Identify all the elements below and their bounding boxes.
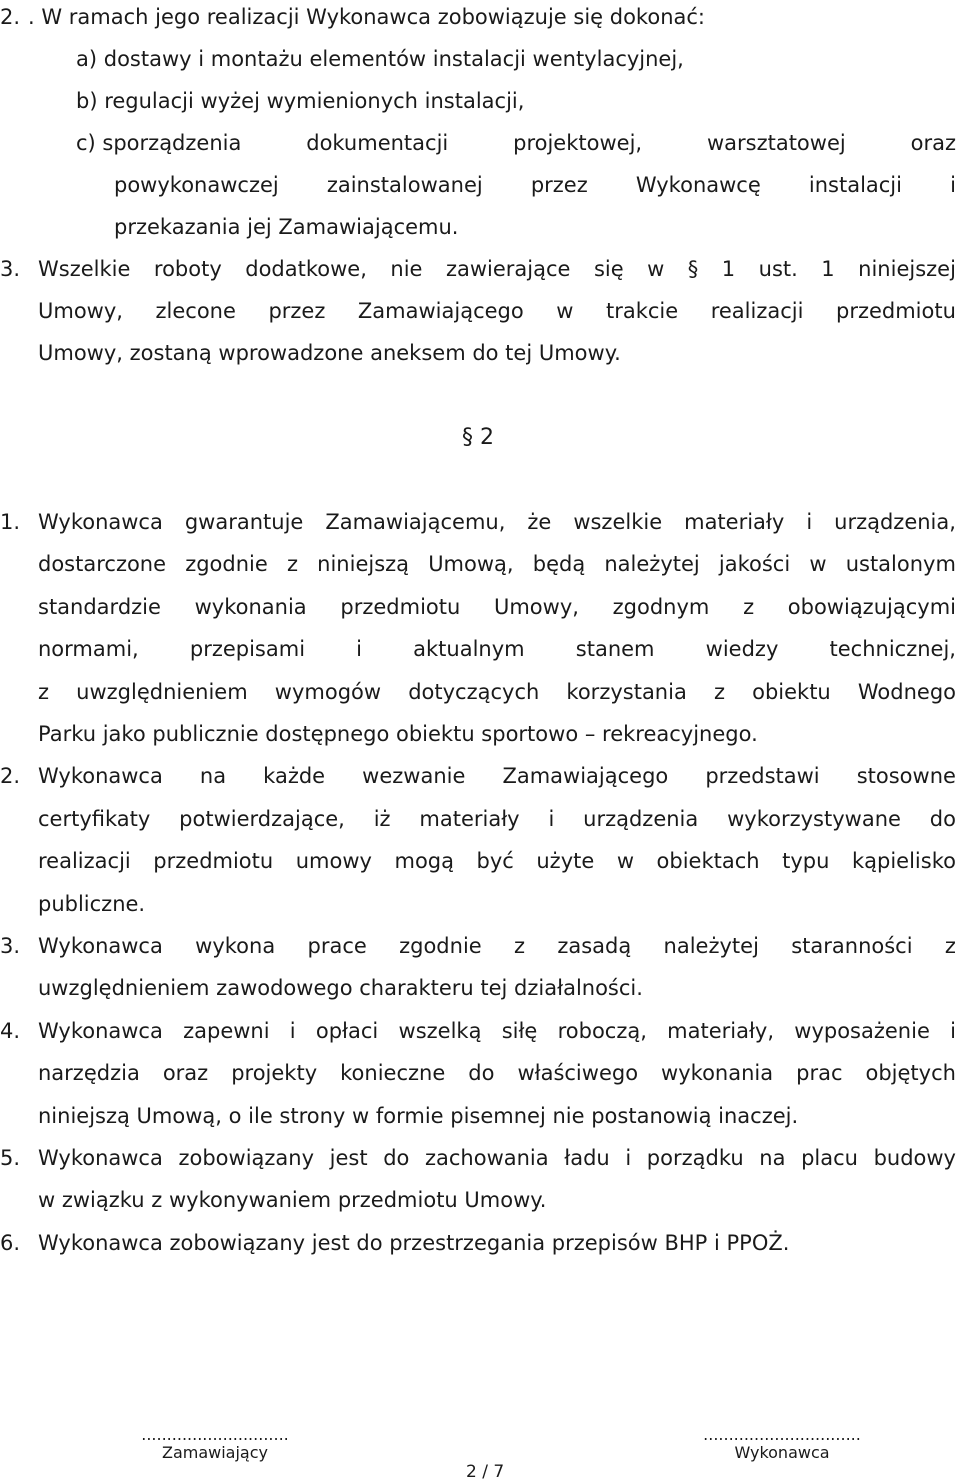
word: przedmiotu: [340, 594, 461, 619]
subitem-c-line2: [114, 172, 956, 198]
word: należytej: [663, 934, 759, 958]
word: materiały: [419, 806, 520, 831]
paragraph-last-line: Wykonawca zobowiązany jest do przestrzegania przepisów BHP i PPOŻ.: [38, 1230, 790, 1255]
word: Umowy,: [493, 594, 579, 619]
word: obiektu: [752, 679, 831, 704]
word: zapewni: [183, 1018, 270, 1043]
paragraph-line: [38, 933, 956, 959]
word: obowiązującymi: [787, 594, 956, 619]
word: w: [616, 849, 635, 874]
word: do: [929, 806, 956, 831]
paragraph-line: [38, 1145, 956, 1171]
word: się: [593, 257, 624, 281]
word: Wykonawca: [38, 510, 163, 534]
word: urządzenia,: [834, 510, 956, 534]
word: zawierające: [445, 257, 571, 281]
word: w: [556, 299, 574, 323]
word: z: [713, 679, 725, 704]
word: certyfikaty: [38, 806, 151, 831]
word: i: [548, 806, 555, 831]
item-number: 3.: [0, 257, 21, 281]
word: zlecone: [155, 299, 236, 323]
word: Zamawiającego: [502, 764, 669, 789]
word: wiedzy: [705, 637, 779, 662]
word: każde: [263, 764, 326, 789]
paragraph-last-line: w związku z wykonywaniem przedmiotu Umowy.: [38, 1188, 547, 1213]
paragraph-last-line: publiczne.: [38, 891, 146, 916]
word: będą: [532, 552, 586, 577]
word: zainstalowanej: [326, 173, 483, 197]
word: przedmiotu: [153, 849, 274, 874]
word: Wykonawca: [38, 1146, 163, 1170]
word: oraz: [910, 131, 956, 155]
item-number: 2.: [0, 5, 21, 29]
word: przez: [268, 299, 326, 323]
word: do: [383, 1146, 410, 1170]
word: przedmiotu: [835, 299, 956, 323]
item3-line1: [38, 256, 956, 282]
word: zobowiązany: [178, 1146, 315, 1170]
word: konieczne: [340, 1061, 446, 1086]
word: standardzie: [38, 594, 161, 619]
word: materiały,: [667, 1018, 775, 1043]
paragraph-number: 3.: [0, 934, 21, 958]
word: zgodnie: [399, 934, 482, 958]
word: 1: [821, 257, 835, 281]
word: ustalonym: [845, 552, 956, 577]
subitem-c-line3: przekazania jej Zamawiającemu.: [114, 215, 459, 239]
word: realizacji: [38, 849, 131, 874]
word: i: [950, 1018, 956, 1043]
word: przepisami: [189, 637, 306, 662]
word: budowy: [873, 1146, 956, 1170]
word: w: [809, 552, 827, 577]
word: normami,: [38, 637, 139, 662]
paragraph-line: [38, 509, 956, 535]
word: aktualnym: [413, 637, 525, 662]
word: stanem: [575, 637, 655, 662]
paragraph-number: 2.: [0, 764, 21, 789]
word: na: [759, 1146, 786, 1170]
word: prac: [796, 1061, 843, 1086]
word: obiektach: [656, 849, 760, 874]
word: zasadą: [557, 934, 632, 958]
signature-dots: .............................: [141, 1425, 289, 1444]
item3-line3: Umowy, zostaną wprowadzone aneksem do tej Umowy.: [38, 341, 621, 365]
word: Wykonawca: [38, 764, 163, 789]
paragraph-line: [38, 594, 956, 620]
word: mogą: [394, 849, 454, 874]
signature-wykonawca: [652, 1426, 912, 1462]
paragraph-last-line: Parku jako publicznie dostępnego obiektu sportowo – rekreacyjnego.: [38, 722, 758, 746]
word: niniejszej: [858, 257, 956, 281]
page-number: 2 / 7: [466, 1462, 505, 1482]
word: dokumentacji: [306, 131, 449, 155]
section-heading: § 2: [462, 425, 494, 450]
paragraph-number: 4.: [0, 1018, 21, 1043]
word: 1: [721, 257, 736, 281]
signature-label: Zamawiający: [161, 1443, 268, 1462]
word: zgodnie: [185, 552, 268, 577]
paragraph-line: [38, 1060, 956, 1086]
word: iż: [373, 806, 391, 831]
signature-dots: ...............................: [703, 1425, 861, 1444]
word: powykonawczej: [114, 173, 279, 197]
paragraph-line: [38, 806, 956, 832]
word: z: [286, 552, 298, 577]
word: użyte: [536, 849, 595, 874]
word: właściwego: [517, 1061, 639, 1086]
word: potwierdzające,: [179, 806, 345, 831]
word: Wykonawca: [38, 934, 163, 958]
word: gwarantuje: [184, 510, 304, 534]
word: c) sporządzenia: [76, 131, 242, 155]
word: materiały: [684, 510, 785, 534]
paragraph-line: [38, 1018, 956, 1044]
paragraph-last-line: niniejszą Umową, o ile strony w formie pisemnej nie postanowią inaczej.: [38, 1103, 799, 1128]
word: i: [356, 637, 363, 662]
word: zachowania: [424, 1146, 549, 1170]
signature-zamawiajacy: [140, 1426, 290, 1462]
word: warsztatowej: [706, 131, 846, 155]
word: umowy: [295, 849, 372, 874]
word: wyposażenie: [794, 1018, 930, 1043]
word: instalacji: [808, 173, 902, 197]
word: Wykonawca: [38, 1018, 163, 1043]
paragraph-line: [38, 848, 956, 874]
word: narzędzia: [38, 1061, 140, 1086]
signature-label: Wykonawca: [734, 1443, 830, 1462]
word: Zamawiającemu,: [325, 510, 506, 534]
word: że: [527, 510, 552, 534]
word: staranności: [791, 934, 913, 958]
word: stosowne: [856, 764, 956, 789]
word: realizacji: [710, 299, 804, 323]
word: niniejszą: [317, 552, 410, 577]
word: placu: [801, 1146, 858, 1170]
word: dotyczących: [408, 679, 540, 704]
word: przez: [530, 173, 588, 197]
word: wykonania: [194, 594, 307, 619]
word: i: [625, 1146, 632, 1170]
word: ładu: [564, 1146, 610, 1170]
word: należytej: [604, 552, 700, 577]
word: korzystania: [566, 679, 687, 704]
word: prace: [307, 934, 367, 958]
word: objętych: [865, 1061, 956, 1086]
word: zgodnym: [612, 594, 710, 619]
word: kąpielisko: [851, 849, 956, 874]
word: w: [647, 257, 665, 281]
word: na: [199, 764, 227, 789]
word: roboty: [153, 257, 222, 281]
word: oraz: [162, 1061, 209, 1086]
word: urządzenia: [583, 806, 699, 831]
word: nie: [390, 257, 423, 281]
word: typu: [782, 849, 830, 874]
word: wezwanie: [362, 764, 466, 789]
paragraph-line: [38, 763, 956, 789]
word: wymogów: [274, 679, 382, 704]
word: i: [289, 1018, 296, 1043]
word: i: [950, 173, 956, 197]
word: dostarczone: [38, 552, 167, 577]
subitem-b: b) regulacji wyżej wymienionych instalacji,: [76, 89, 525, 113]
paragraph-last-line: uwzględnieniem zawodowego charakteru tej działalności.: [38, 976, 643, 1001]
word: z: [743, 594, 755, 619]
word: Umowy,: [38, 299, 123, 323]
word: roboczą,: [557, 1018, 647, 1043]
word: projektowej,: [513, 131, 643, 155]
item3-line2: [38, 298, 956, 324]
paragraph-number: 5.: [0, 1146, 21, 1170]
word: opłaci: [315, 1018, 379, 1043]
paragraph-line: [38, 679, 956, 705]
word: do: [468, 1061, 495, 1086]
word: technicznej,: [829, 637, 956, 662]
item-intro: . W ramach jego realizacji Wykonawca zobowiązuje się dokonać:: [28, 5, 705, 29]
subitem-c-line1: [76, 130, 956, 156]
word: wszelką: [398, 1018, 482, 1043]
word: z: [944, 934, 956, 958]
word: uwzględnieniem: [76, 679, 248, 704]
paragraph-line: [38, 636, 956, 662]
word: wykorzystywane: [727, 806, 901, 831]
word: Zamawiającego: [357, 299, 524, 323]
word: Wodnego: [857, 679, 956, 704]
word: trakcie: [605, 299, 679, 323]
word: projekty: [231, 1061, 318, 1086]
word: siłę: [501, 1018, 538, 1043]
word: z: [514, 934, 526, 958]
word: porządku: [646, 1146, 744, 1170]
word: wykonania: [661, 1061, 774, 1086]
word: jakości: [718, 552, 791, 577]
word: być: [476, 849, 514, 874]
paragraph-line: [38, 551, 956, 577]
paragraph-number: 6.: [0, 1230, 21, 1255]
word: §: [687, 257, 699, 281]
word: ust.: [758, 257, 798, 281]
word: przedstawi: [705, 764, 820, 789]
word: z: [38, 679, 50, 704]
word: wykona: [195, 934, 276, 958]
subitem-a: a) dostawy i montażu elementów instalacji wentylacyjnej,: [76, 47, 684, 71]
word: dodatkowe,: [245, 257, 367, 281]
word: Umową,: [428, 552, 514, 577]
word: Wykonawcę: [635, 173, 761, 197]
paragraph-number: 1.: [0, 510, 21, 534]
word: jest: [329, 1146, 368, 1170]
word: i: [806, 510, 813, 534]
word: Wszelkie: [38, 257, 131, 281]
word: wszelkie: [573, 510, 663, 534]
